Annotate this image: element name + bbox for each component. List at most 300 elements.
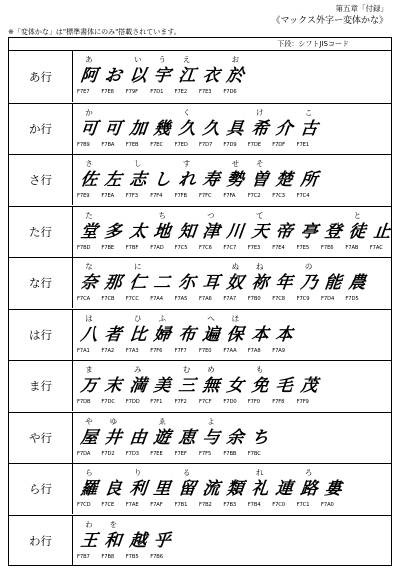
kana-cell xyxy=(77,413,101,463)
hentaigana-glyph: 祢 xyxy=(250,273,270,293)
table-legend: 下段：シフトJISコード xyxy=(9,38,391,51)
kana-cell xyxy=(297,464,321,514)
hentaigana-glyph: ち xyxy=(250,427,270,448)
row-cells xyxy=(77,155,391,205)
hentaigana-glyph: 礼 xyxy=(250,479,270,499)
kana-cell xyxy=(345,258,369,308)
kana-cell xyxy=(199,413,223,463)
kana-cell xyxy=(77,361,101,411)
sjis-code: F7F3 xyxy=(125,193,138,199)
kana-reading: う xyxy=(158,55,166,64)
hentaigana-glyph: 曽 xyxy=(250,170,270,190)
kana-reading: ふ xyxy=(158,313,166,323)
hentaigana-glyph: 帝 xyxy=(274,221,294,242)
sjis-code: F7B6 xyxy=(150,553,163,560)
kana-cell xyxy=(175,51,199,102)
hentaigana-glyph: 耳 xyxy=(201,273,221,293)
sjis-code: F7AA xyxy=(223,347,237,354)
table-row xyxy=(9,103,391,154)
sjis-code: F7BD xyxy=(77,244,91,251)
hentaigana-glyph: 万 xyxy=(79,376,99,396)
row-cells xyxy=(77,258,391,308)
sjis-code: F7DA xyxy=(77,450,91,457)
sjis-code: F7D4 xyxy=(321,296,335,302)
kana-cell xyxy=(175,104,199,154)
row-cells xyxy=(77,310,391,360)
sjis-code: F7C6 xyxy=(199,244,212,251)
sjis-code: F7C2 xyxy=(247,193,261,199)
sjis-code: F7B5 xyxy=(125,553,139,560)
hentaigana-glyph: 女 xyxy=(225,376,245,396)
hentaigana-glyph: 年 xyxy=(274,273,294,293)
hentaigana-glyph: 王 xyxy=(79,530,99,551)
hentaigana-glyph: 越 xyxy=(128,530,148,551)
hentaigana-glyph: 登 xyxy=(323,221,343,242)
sjis-code: F7E7 xyxy=(77,89,90,95)
kana-cell xyxy=(101,207,125,257)
hentaigana-glyph: 連 xyxy=(274,479,294,499)
sjis-code: F7A3 xyxy=(125,347,139,354)
row-label: ま行 xyxy=(9,361,73,411)
hentaigana-glyph: 婦 xyxy=(152,324,172,345)
page-subtitle: 《マックス外字ー変体かな》 xyxy=(271,16,388,26)
hentaigana-glyph: 婁 xyxy=(323,479,343,499)
row-label: な行 xyxy=(9,258,73,308)
kana-cell xyxy=(77,207,101,257)
kana-reading: ろ xyxy=(304,468,313,477)
kana-cell xyxy=(150,104,174,154)
hentaigana-glyph: 類 xyxy=(225,479,245,499)
hentaigana-table xyxy=(8,37,392,566)
hentaigana-glyph: 津 xyxy=(201,221,221,242)
kana-cell xyxy=(248,413,272,463)
hentaigana-glyph: 里 xyxy=(152,479,172,499)
hentaigana-glyph: 亭 xyxy=(299,221,319,242)
row-cells xyxy=(77,51,391,102)
sjis-code: F7DC xyxy=(101,399,115,405)
hentaigana-glyph: 満 xyxy=(128,376,148,396)
hentaigana-glyph: 本 xyxy=(274,324,294,345)
sjis-code: F7D5 xyxy=(345,296,359,302)
kana-reading: は xyxy=(85,313,93,323)
hentaigana-glyph: 知 xyxy=(177,221,197,242)
sjis-code: F7A7 xyxy=(223,296,237,302)
hentaigana-glyph: 堂 xyxy=(79,221,99,242)
sjis-code: F7E3 xyxy=(199,89,212,95)
hentaigana-glyph: 八 xyxy=(79,324,99,345)
kana-cell xyxy=(272,207,296,257)
kana-reading: よ xyxy=(207,416,215,426)
sjis-code: F7E4 xyxy=(272,244,285,251)
hentaigana-glyph: 楚 xyxy=(274,170,294,190)
sjis-code: F7D3 xyxy=(125,450,139,457)
kana-reading: む xyxy=(182,365,191,374)
hentaigana-glyph: 屋 xyxy=(79,427,99,448)
sjis-code: F7D2 xyxy=(101,450,115,457)
hentaigana-glyph: 利 xyxy=(128,479,148,499)
note-text: ※「変体かな」は"標準書体にのみ"搭載されています。 xyxy=(8,28,181,36)
kana-reading: さ xyxy=(85,159,93,168)
sjis-code: F7CA xyxy=(77,296,91,302)
kana-cell xyxy=(126,361,150,411)
row-cells xyxy=(77,516,391,566)
kana-cell xyxy=(199,258,223,308)
sjis-code: F7CC xyxy=(125,296,139,302)
kana-cell xyxy=(272,361,296,411)
kana-cell xyxy=(150,310,174,360)
hentaigana-glyph: 仁 xyxy=(128,273,148,293)
kana-cell xyxy=(150,361,174,411)
kana-cell xyxy=(175,361,199,411)
kana-cell xyxy=(101,516,125,566)
sjis-code: F7A0 xyxy=(321,502,334,508)
kana-cell xyxy=(175,310,199,360)
hentaigana-glyph: 於 xyxy=(225,66,245,86)
sjis-code: F7B7 xyxy=(77,553,90,560)
sjis-code: F7B2 xyxy=(199,502,212,508)
sjis-code: F7A2 xyxy=(101,347,115,354)
sjis-code: F7BE xyxy=(101,244,115,251)
hentaigana-glyph: 太 xyxy=(128,221,148,242)
sjis-code: F7AB xyxy=(345,244,359,251)
kana-cell xyxy=(150,207,174,257)
hentaigana-glyph: 介 xyxy=(274,118,294,139)
kana-cell xyxy=(199,51,223,102)
kana-cell xyxy=(101,258,125,308)
kana-cell xyxy=(77,104,101,154)
kana-cell xyxy=(77,258,101,308)
kana-reading: つ xyxy=(207,210,215,220)
kana-cell xyxy=(126,51,150,102)
hentaigana-glyph: 江 xyxy=(177,66,197,86)
row-label: わ行 xyxy=(9,516,73,566)
sjis-code: F7F7 xyxy=(174,347,187,354)
kana-cell xyxy=(248,207,272,257)
sjis-code: F7E8 xyxy=(101,89,114,95)
kana-cell xyxy=(297,104,321,154)
kana-reading: み xyxy=(134,365,142,374)
sjis-code: F7F0 xyxy=(247,399,260,405)
kana-reading: か xyxy=(85,107,93,117)
hentaigana-glyph: 路 xyxy=(299,479,319,499)
kana-cell xyxy=(321,258,345,308)
kana-reading: す xyxy=(182,159,191,168)
kana-cell xyxy=(101,51,125,102)
hentaigana-glyph: 本 xyxy=(250,324,270,345)
sjis-code: F7A1 xyxy=(77,347,90,354)
sjis-code: F7E6 xyxy=(321,244,334,251)
kana-reading: と xyxy=(353,210,362,220)
hentaigana-glyph: 無 xyxy=(201,376,221,396)
sjis-code: F7DD xyxy=(125,399,140,405)
hentaigana-glyph: 三 xyxy=(177,376,197,396)
kana-reading: や xyxy=(85,416,93,426)
kana-reading: も xyxy=(256,365,264,374)
sjis-code: F7E1 xyxy=(296,141,310,148)
kana-cell xyxy=(199,464,223,514)
hentaigana-glyph: 久 xyxy=(177,118,197,139)
kana-reading: ま xyxy=(85,365,93,374)
hentaigana-glyph: 流 xyxy=(201,479,221,499)
hentaigana-glyph: 徒 xyxy=(347,221,367,242)
kana-cell xyxy=(248,104,272,154)
kana-cell xyxy=(272,104,296,154)
sjis-code: F7F1 xyxy=(150,399,163,405)
sjis-code: F7B3 xyxy=(223,502,237,508)
table-row xyxy=(9,309,391,360)
kana-reading: ち xyxy=(158,210,166,220)
sjis-code: F7EC xyxy=(150,141,163,148)
kana-cell xyxy=(175,207,199,257)
table-row xyxy=(9,515,391,566)
kana-cell xyxy=(199,104,223,154)
sjis-code: F7BC xyxy=(247,450,261,457)
sjis-code: F7C5 xyxy=(174,244,188,251)
kana-reading: ゑ xyxy=(158,416,166,426)
hentaigana-glyph: お xyxy=(103,66,123,86)
hentaigana-glyph: 免 xyxy=(250,376,270,396)
kana-cell xyxy=(199,155,223,205)
sjis-code: F7AC xyxy=(369,244,383,251)
sjis-code: F7FC xyxy=(199,193,212,199)
hentaigana-glyph: 尓 xyxy=(177,273,197,293)
row-cells xyxy=(77,207,391,257)
hentaigana-glyph: 志 xyxy=(128,170,148,190)
row-label: ら行 xyxy=(9,464,73,514)
kana-cell xyxy=(297,207,321,257)
hentaigana-glyph: 乃 xyxy=(299,273,319,293)
sjis-code: F7E5 xyxy=(296,244,310,251)
sjis-code: F7BF xyxy=(125,244,139,251)
hentaigana-glyph: 遊 xyxy=(152,427,172,448)
hentaigana-glyph: 農 xyxy=(347,273,367,293)
hentaigana-glyph: 加 xyxy=(128,118,148,139)
kana-cell xyxy=(223,413,247,463)
kana-cell xyxy=(126,516,150,566)
sjis-code: F7E2 xyxy=(174,89,188,95)
kana-cell xyxy=(150,516,174,566)
sjis-code: F7BA xyxy=(101,141,115,148)
table-row xyxy=(9,154,391,205)
hentaigana-glyph: 地 xyxy=(152,221,172,242)
sjis-code: F7F2 xyxy=(174,399,187,405)
kana-cell xyxy=(175,413,199,463)
sjis-code: F7D7 xyxy=(199,141,213,148)
kana-reading: そ xyxy=(256,159,264,168)
sjis-code: F7F4 xyxy=(150,193,163,199)
sjis-code: F7EB xyxy=(125,141,139,148)
sjis-code: F7A4 xyxy=(150,296,163,302)
kana-cell xyxy=(150,464,174,514)
sjis-code: F7A8 xyxy=(247,347,261,354)
kana-reading: へ xyxy=(207,313,215,323)
hentaigana-glyph: 寿 xyxy=(201,170,221,190)
kana-reading: あ xyxy=(85,55,93,64)
sjis-code: F7A6 xyxy=(199,296,212,302)
kana-cell xyxy=(101,104,125,154)
kana-cell xyxy=(223,464,247,514)
table-row xyxy=(9,360,391,411)
hentaigana-glyph: 奈 xyxy=(79,273,99,293)
sjis-code: F7DF xyxy=(272,141,286,148)
kana-reading: わ xyxy=(85,519,93,529)
kana-cell xyxy=(101,310,125,360)
kana-cell xyxy=(223,104,247,154)
sjis-code: F7B1 xyxy=(174,502,188,508)
kana-cell xyxy=(175,155,199,205)
kana-cell xyxy=(248,155,272,205)
row-cells xyxy=(77,413,391,463)
hentaigana-glyph: 恵 xyxy=(177,427,197,448)
row-label: や行 xyxy=(9,413,73,463)
sjis-code: F7A5 xyxy=(174,296,188,302)
sjis-code: F7E3 xyxy=(247,244,261,251)
sjis-code: F7F5 xyxy=(199,450,212,457)
hentaigana-glyph: 可 xyxy=(79,118,99,139)
hentaigana-glyph: 毛 xyxy=(274,376,294,396)
kana-cell xyxy=(126,155,150,205)
sjis-code: F7AF xyxy=(150,502,163,508)
kana-cell xyxy=(321,207,345,257)
hentaigana-glyph: 乎 xyxy=(152,530,172,551)
kana-cell xyxy=(126,104,150,154)
kana-reading: し xyxy=(134,159,142,168)
hentaigana-glyph: 古 xyxy=(299,118,319,139)
table-row xyxy=(9,463,391,514)
kana-cell xyxy=(199,207,223,257)
kana-cell xyxy=(297,258,321,308)
sjis-code: F7AE xyxy=(125,502,139,508)
sjis-code: F7BB xyxy=(223,450,237,457)
hentaigana-glyph: 左 xyxy=(103,170,123,190)
hentaigana-glyph: 美 xyxy=(152,376,172,396)
sjis-code: F7C4 xyxy=(296,193,310,199)
hentaigana-glyph: 由 xyxy=(128,427,148,448)
kana-cell xyxy=(77,155,101,205)
hentaigana-glyph: 那 xyxy=(103,273,123,293)
kana-cell xyxy=(223,207,247,257)
sjis-code: F7C8 xyxy=(272,296,285,302)
sjis-code: F7F6 xyxy=(150,347,163,354)
sjis-code: F7EE xyxy=(150,450,163,457)
chapter-title: 第五章「付録」 xyxy=(335,4,388,13)
sjis-code: F7D6 xyxy=(223,89,237,95)
kana-reading: せ xyxy=(231,159,240,168)
kana-cell xyxy=(77,464,101,514)
row-label: た行 xyxy=(9,207,73,257)
kana-cell xyxy=(272,155,296,205)
kana-reading: な xyxy=(85,262,93,271)
kana-cell xyxy=(223,155,247,205)
kana-cell xyxy=(248,464,272,514)
sjis-code: F7C7 xyxy=(223,244,237,251)
hentaigana-glyph: 具 xyxy=(225,118,245,139)
sjis-code: F7DB xyxy=(77,399,91,405)
kana-reading: れ xyxy=(256,468,264,477)
sjis-code: F7B4 xyxy=(247,502,261,508)
hentaigana-glyph: 所 xyxy=(299,170,319,190)
sjis-code: F7B8 xyxy=(101,553,115,560)
hentaigana-glyph: 能 xyxy=(323,273,343,293)
kana-cell xyxy=(272,310,296,360)
kana-reading: ほ xyxy=(231,313,240,323)
sjis-code: F7DE xyxy=(247,141,261,148)
sjis-code: F7D1 xyxy=(150,89,164,95)
row-cells xyxy=(77,361,391,411)
sjis-code: F7D0 xyxy=(223,399,237,405)
hentaigana-glyph: 二 xyxy=(152,273,172,293)
hentaigana-glyph: 茂 xyxy=(299,376,319,396)
kana-cell xyxy=(248,258,272,308)
sjis-code: F7FB xyxy=(174,193,188,199)
hentaigana-glyph: 佐 xyxy=(79,170,99,190)
kana-reading: い xyxy=(134,55,142,64)
kana-cell xyxy=(248,361,272,411)
kana-cell xyxy=(370,207,394,257)
hentaigana-glyph: 遍 xyxy=(201,324,221,345)
kana-cell xyxy=(199,310,223,360)
kana-cell xyxy=(175,464,199,514)
kana-reading: た xyxy=(85,210,93,220)
hentaigana-glyph: 与 xyxy=(201,427,221,448)
kana-cell xyxy=(101,413,125,463)
table-row xyxy=(9,206,391,257)
hentaigana-glyph: 止 xyxy=(372,221,392,242)
sjis-code: F7FA xyxy=(223,193,236,199)
kana-reading: に xyxy=(134,262,142,271)
hentaigana-glyph: 布 xyxy=(177,324,197,345)
hentaigana-glyph: 者 xyxy=(103,324,123,345)
kana-cell xyxy=(77,310,101,360)
hentaigana-glyph: 和 xyxy=(103,530,123,551)
kana-reading: ぬ xyxy=(231,262,240,271)
kana-cell xyxy=(150,51,174,102)
sjis-code: F7E9 xyxy=(77,193,90,199)
sjis-code: F7B0 xyxy=(247,296,261,302)
row-label: か行 xyxy=(9,104,73,154)
sjis-code: F79F xyxy=(125,89,138,95)
kana-cell xyxy=(199,361,223,411)
hentaigana-glyph: 留 xyxy=(177,479,197,499)
hentaigana-glyph: 阿 xyxy=(79,66,99,86)
hentaigana-glyph: 井 xyxy=(103,427,123,448)
hentaigana-glyph: 奴 xyxy=(225,273,245,293)
kana-cell xyxy=(126,464,150,514)
sjis-code: F7F9 xyxy=(296,399,309,405)
kana-cell xyxy=(101,361,125,411)
sjis-code: F7CF xyxy=(199,399,212,405)
table-row xyxy=(9,257,391,308)
hentaigana-glyph: し xyxy=(152,170,172,190)
hentaigana-glyph: 可 xyxy=(103,118,123,139)
kana-cell xyxy=(101,155,125,205)
kana-cell xyxy=(345,207,369,257)
kana-reading: け xyxy=(256,107,264,117)
kana-reading: こ xyxy=(304,107,313,117)
table-row xyxy=(9,51,391,102)
row-label: さ行 xyxy=(9,155,73,205)
kana-cell xyxy=(223,310,247,360)
hentaigana-glyph: 保 xyxy=(225,324,245,345)
sjis-code: F7CB xyxy=(101,296,115,302)
kana-cell xyxy=(150,258,174,308)
sjis-code: F7D9 xyxy=(223,141,237,148)
sjis-code: F7EF xyxy=(174,450,187,457)
kana-cell xyxy=(223,258,247,308)
kana-cell xyxy=(248,310,272,360)
sjis-code: F7AD xyxy=(150,244,164,251)
sjis-code: F7CE xyxy=(101,502,115,508)
